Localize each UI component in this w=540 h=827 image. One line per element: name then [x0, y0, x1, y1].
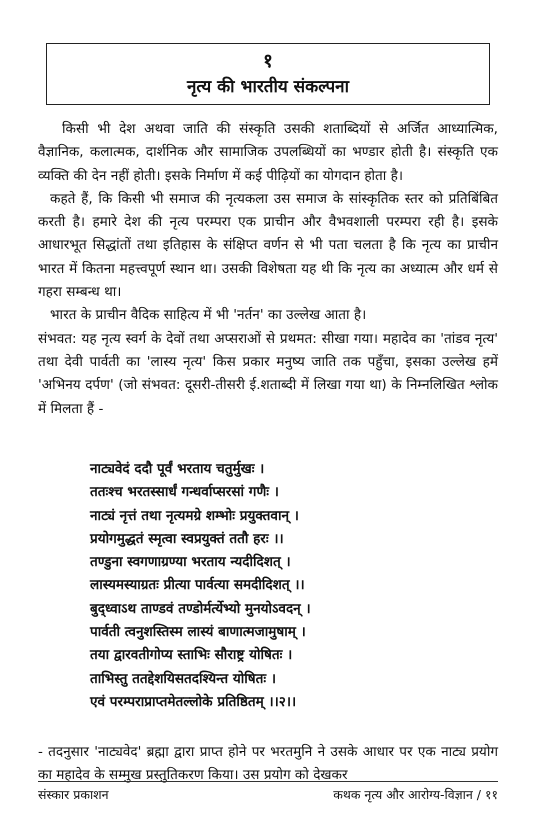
- paragraph-1: किसी भी देश अथवा जाति की संस्कृति उसकी शताब्दियों से अर्जित आध्यात्मिक, वैज्ञानिक, कलात्मक, दार्शनिक और सामाजिक उपलब्धियों का भण्डार होती है। संस्कृति एक व्यक्ति की देन नहीं होती। इसके निर्माण में कई पीढ़ियों का योगदान होता है।: [38, 121, 498, 184]
- chapter-number: १: [263, 50, 273, 72]
- verse-line: ताभिस्तु ततद्देशयिसतदश्यिन्त योषितः ।: [90, 670, 277, 687]
- closing-paragraph: - तदनुसार 'नाट्यवेद' ब्रह्मा द्वारा प्राप्त होने पर भरतमुनि ने उसके आधार पर एक नाट्य प्रयोग का महादेव के सम्मुख प्रस्तुतिकरण किया। उस प्रयोग को देखकर: [38, 744, 498, 784]
- paragraph-2: कहते हैं, कि किसी भी समाज की नृत्यकला उस समाज के सांस्कृतिक स्तर को प्रतिबिंबित करती है। हमारे देश की नृत्य परम्परा एक प्राचीन और वैभवशाली परम्परा रही है। इसके आधारभूत सिद्धांतों तथा इतिहास के संक्षिप्त वर्णन से भी पता चलता है कि नृत्य का प्राचीन भारत में कितना महत्त्वपूर्ण स्थान था। उसकी विशेषता यह थी कि नृत्य का अध्यात्म और धर्म से गहरा सम्बन्ध था।: [38, 190, 498, 301]
- verse-line: बुद्ध्वाऽथ ताण्डवं तण्डोर्मर्त्येभ्यो मुनयोऽवदन् ।: [90, 600, 311, 617]
- footer-book-page: कथक नृत्य और आरोग्य-विज्ञान / ११: [333, 787, 498, 802]
- verse-line: लास्यमस्याग्रतः प्रीत्या पार्वत्या समदीदिशत् ।।: [90, 577, 305, 594]
- verse-line: नाट्यवेदं ददौ पूर्वं भरताय चतुर्मुखः ।: [90, 461, 265, 477]
- verse-line: पार्वती त्वनुशस्तिस्म लास्यं बाणात्मजामुषाम् ।: [90, 624, 306, 641]
- body-text: [38, 118, 498, 421]
- verse-line: ततःश्च भरतस्सार्धं गन्धर्वाप्सरसां गणैः ।: [90, 484, 279, 501]
- verse-line: नाट्यं नृत्तं तथा नृत्यमग्रे शम्भोः प्रयुक्तवान् ।: [90, 507, 299, 524]
- shloka-block: [90, 458, 490, 714]
- paragraph-4: संभवत: यह नृत्य स्वर्ग के देवों तथा अप्सराओं से प्रथमत: सीखा गया। महादेव का 'तांडव नृत्य' तथा देवी पार्वती का 'लास्य नृत्य' किस प्रकार मनुष्य जाति तक पहुँचा, इसका उल्लेख हमें 'अभिनय दर्पण' (जो संभवत: दूसरी-तीसरी ई.शताब्दी में लिखा गया था) के निम्नलिखित श्लोक में मिलता हैं -: [38, 330, 498, 417]
- verse-line: एवं परम्पराप्राप्तमेतल्लोके प्रतिष्ठितम् ।।२।।: [90, 693, 297, 710]
- footer-divider: [38, 781, 498, 782]
- footer-publisher: संस्कार प्रकाशन: [38, 787, 109, 802]
- verse-line: प्रयोगमुद्धतं स्मृत्वा स्वप्रयुक्तं ततौ हरः ।।: [90, 530, 284, 547]
- verse-line: तण्डुना स्वगणाग्रण्या भरताय न्यदीदिशत् ।: [90, 554, 291, 571]
- verse-line: तया द्वारवतीगोप्य स्ताभिः सौराष्ट्र योषितः ।: [90, 647, 293, 664]
- chapter-title-box: [46, 43, 490, 105]
- chapter-title: नृत्य की भारतीय संकल्पना: [186, 77, 350, 97]
- paragraph-3: भारत के प्राचीन वैदिक साहित्य में भी 'नर्तन' का उल्लेख आता है।: [50, 307, 367, 324]
